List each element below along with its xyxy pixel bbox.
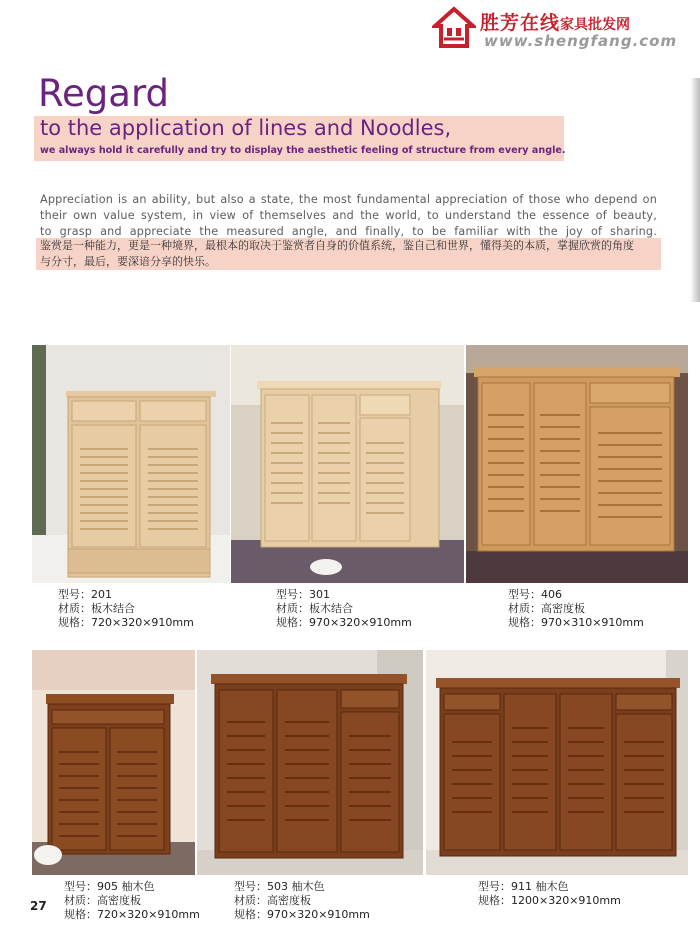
- shoe-cabinet-905-image: [32, 650, 195, 875]
- product-model: 型号：201: [58, 588, 112, 601]
- product-dimensions: 规格：970×320×910mm: [234, 908, 370, 921]
- product-spec-905: [64, 880, 200, 922]
- paragraph-en-line: Appreciation is an ability, but also a state, the most fundamental appreciation of those who depend on: [40, 193, 657, 206]
- page-subtitle: to the application of lines and Noodles,: [40, 116, 452, 140]
- product-spec-406: [508, 588, 644, 630]
- product-photo-301[interactable]: [231, 345, 464, 583]
- product-material: 材质：板木结合: [58, 602, 135, 615]
- product-photo-905[interactable]: [32, 650, 195, 875]
- page-heading: Regard: [38, 72, 170, 115]
- logo-url: www.shengfang.com: [484, 32, 678, 50]
- shoe-cabinet-406-image: [466, 345, 688, 583]
- product-model: 型号：406: [508, 588, 562, 601]
- product-spec-301: [276, 588, 412, 630]
- page-tagline: we always hold it carefully and try to display the aesthetic feeling of structure from every angle.: [40, 145, 566, 156]
- page-edge-shadow: [690, 78, 700, 302]
- intro-paragraph-cn: [40, 238, 658, 270]
- product-photo-201[interactable]: [32, 345, 230, 583]
- logo-name-main: 胜芳在线: [480, 12, 561, 34]
- product-photo-406[interactable]: [466, 345, 688, 583]
- product-dimensions: 规格：1200×320×910mm: [478, 894, 621, 907]
- product-model: 型号：301: [276, 588, 330, 601]
- paragraph-en-line: to grasp and appreciate the measured angle, and finally, to be familiar with the joy of sharing.: [40, 225, 657, 238]
- product-model: 型号：503 柚木色: [234, 880, 325, 893]
- shoe-cabinet-201-image: [32, 345, 230, 583]
- product-dimensions: 规格：970×320×910mm: [276, 616, 412, 629]
- shoe-cabinet-301-image: [231, 345, 464, 583]
- product-material: 材质：高密度板: [64, 894, 141, 907]
- product-spec-503: [234, 880, 370, 922]
- paragraph-cn-line: 鉴赏是一种能力，更是一种境界，最根本的取决于鉴赏者自身的价值系统，鉴自己和世界，懂得美的本质，掌握欣赏的角度: [40, 239, 634, 252]
- house-logo-icon: [432, 6, 476, 50]
- paragraph-en-line: their own value system, in view of themselves and the world, to understand the essence of beauty,: [40, 209, 657, 222]
- intro-paragraph-en: [40, 192, 657, 240]
- product-photo-503[interactable]: [197, 650, 423, 875]
- shoe-cabinet-503-image: [197, 650, 423, 875]
- product-dimensions: 规格：720×320×910mm: [58, 616, 194, 629]
- product-material: 材质：高密度板: [508, 602, 585, 615]
- product-model: 型号：905 柚木色: [64, 880, 155, 893]
- logo-name-sub: 家具批发网: [560, 17, 631, 33]
- site-logo[interactable]: [432, 6, 694, 52]
- product-model: 型号：911 柚木色: [478, 880, 569, 893]
- product-photo-911[interactable]: [426, 650, 688, 875]
- product-spec-201: [58, 588, 194, 630]
- page-number: 27: [30, 899, 47, 913]
- product-spec-911: [478, 880, 621, 908]
- paragraph-cn-line: 与分寸，最后，要深谙分享的快乐。: [40, 255, 216, 268]
- product-material: 材质：高密度板: [234, 894, 311, 907]
- logo-chinese-name: [480, 8, 630, 35]
- product-dimensions: 规格：970×310×910mm: [508, 616, 644, 629]
- product-dimensions: 规格：720×320×910mm: [64, 908, 200, 921]
- shoe-cabinet-911-image: [426, 650, 688, 875]
- product-material: 材质：板木结合: [276, 602, 353, 615]
